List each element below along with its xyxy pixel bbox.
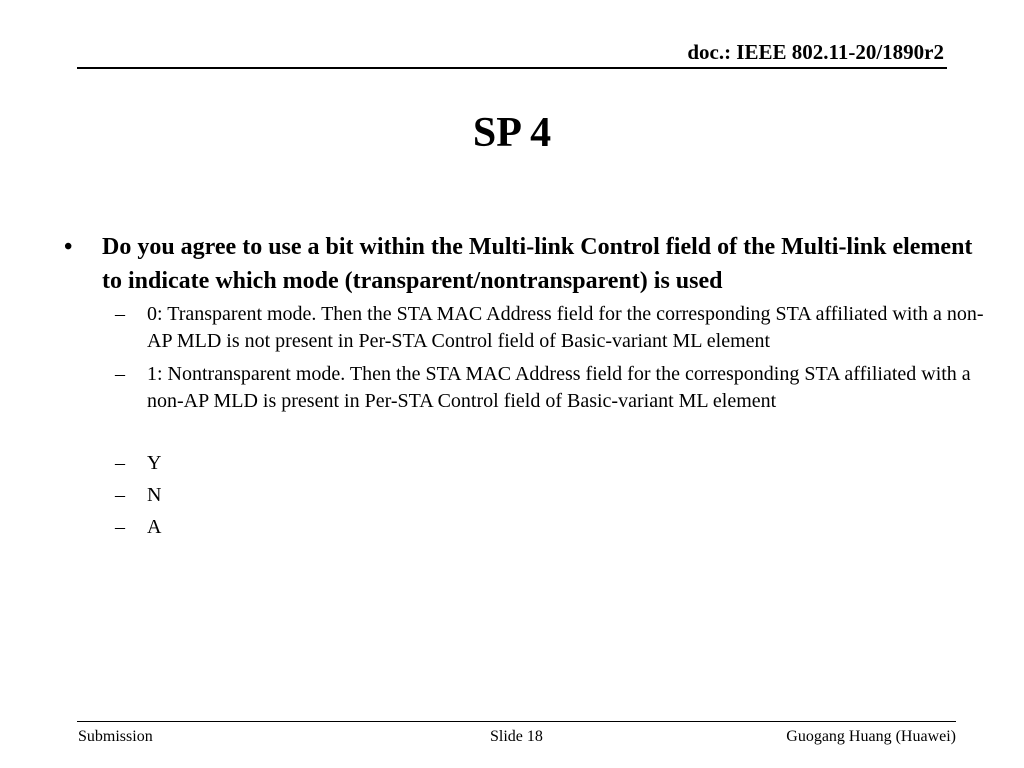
footer-author: Guogang Huang (Huawei) xyxy=(786,728,956,745)
vote-option-text: N xyxy=(147,484,162,506)
question-text: Do you agree to use a bit within the Multi-link Control field of the Multi-link element to indicate which mode (transparent/nontransparent) is used xyxy=(102,234,973,294)
dash-marker: – xyxy=(115,452,125,474)
question-bullet xyxy=(64,230,994,298)
header-divider xyxy=(77,67,947,69)
spacer xyxy=(64,421,994,450)
slide-body xyxy=(64,230,994,546)
mode-option-text: 0: Transparent mode. Then the STA MAC Address field for the corresponding STA affiliated with a non-AP MLD is not present in Per-STA Control field of Basic-variant ML element xyxy=(147,303,984,352)
vote-option-text: Y xyxy=(147,452,162,474)
mode-option-text: 1: Nontransparent mode. Then the STA MAC Address field for the corresponding STA affiliated with a non-AP MLD is present in Per-STA Control field of Basic-variant ML element xyxy=(147,363,971,412)
dash-marker: – xyxy=(115,303,125,325)
vote-option-text: A xyxy=(147,516,162,538)
mode-option-transparent xyxy=(64,301,994,355)
slide-title: SP 4 xyxy=(472,110,552,156)
document-id: doc.: IEEE 802.11-20/1890r2 xyxy=(687,40,944,64)
vote-option-no xyxy=(64,482,994,509)
mode-option-nontransparent xyxy=(64,361,994,415)
footer-submission: Submission xyxy=(78,728,153,745)
dash-marker: – xyxy=(115,484,125,506)
footer-divider xyxy=(77,721,956,722)
dash-marker: – xyxy=(115,516,125,538)
footer-slide-number: Slide 18 xyxy=(490,728,543,745)
dash-marker: – xyxy=(115,363,125,385)
vote-option-abstain xyxy=(64,514,994,541)
vote-option-yes xyxy=(64,450,994,477)
bullet-marker: • xyxy=(64,234,73,260)
mode-options-list xyxy=(64,301,994,541)
